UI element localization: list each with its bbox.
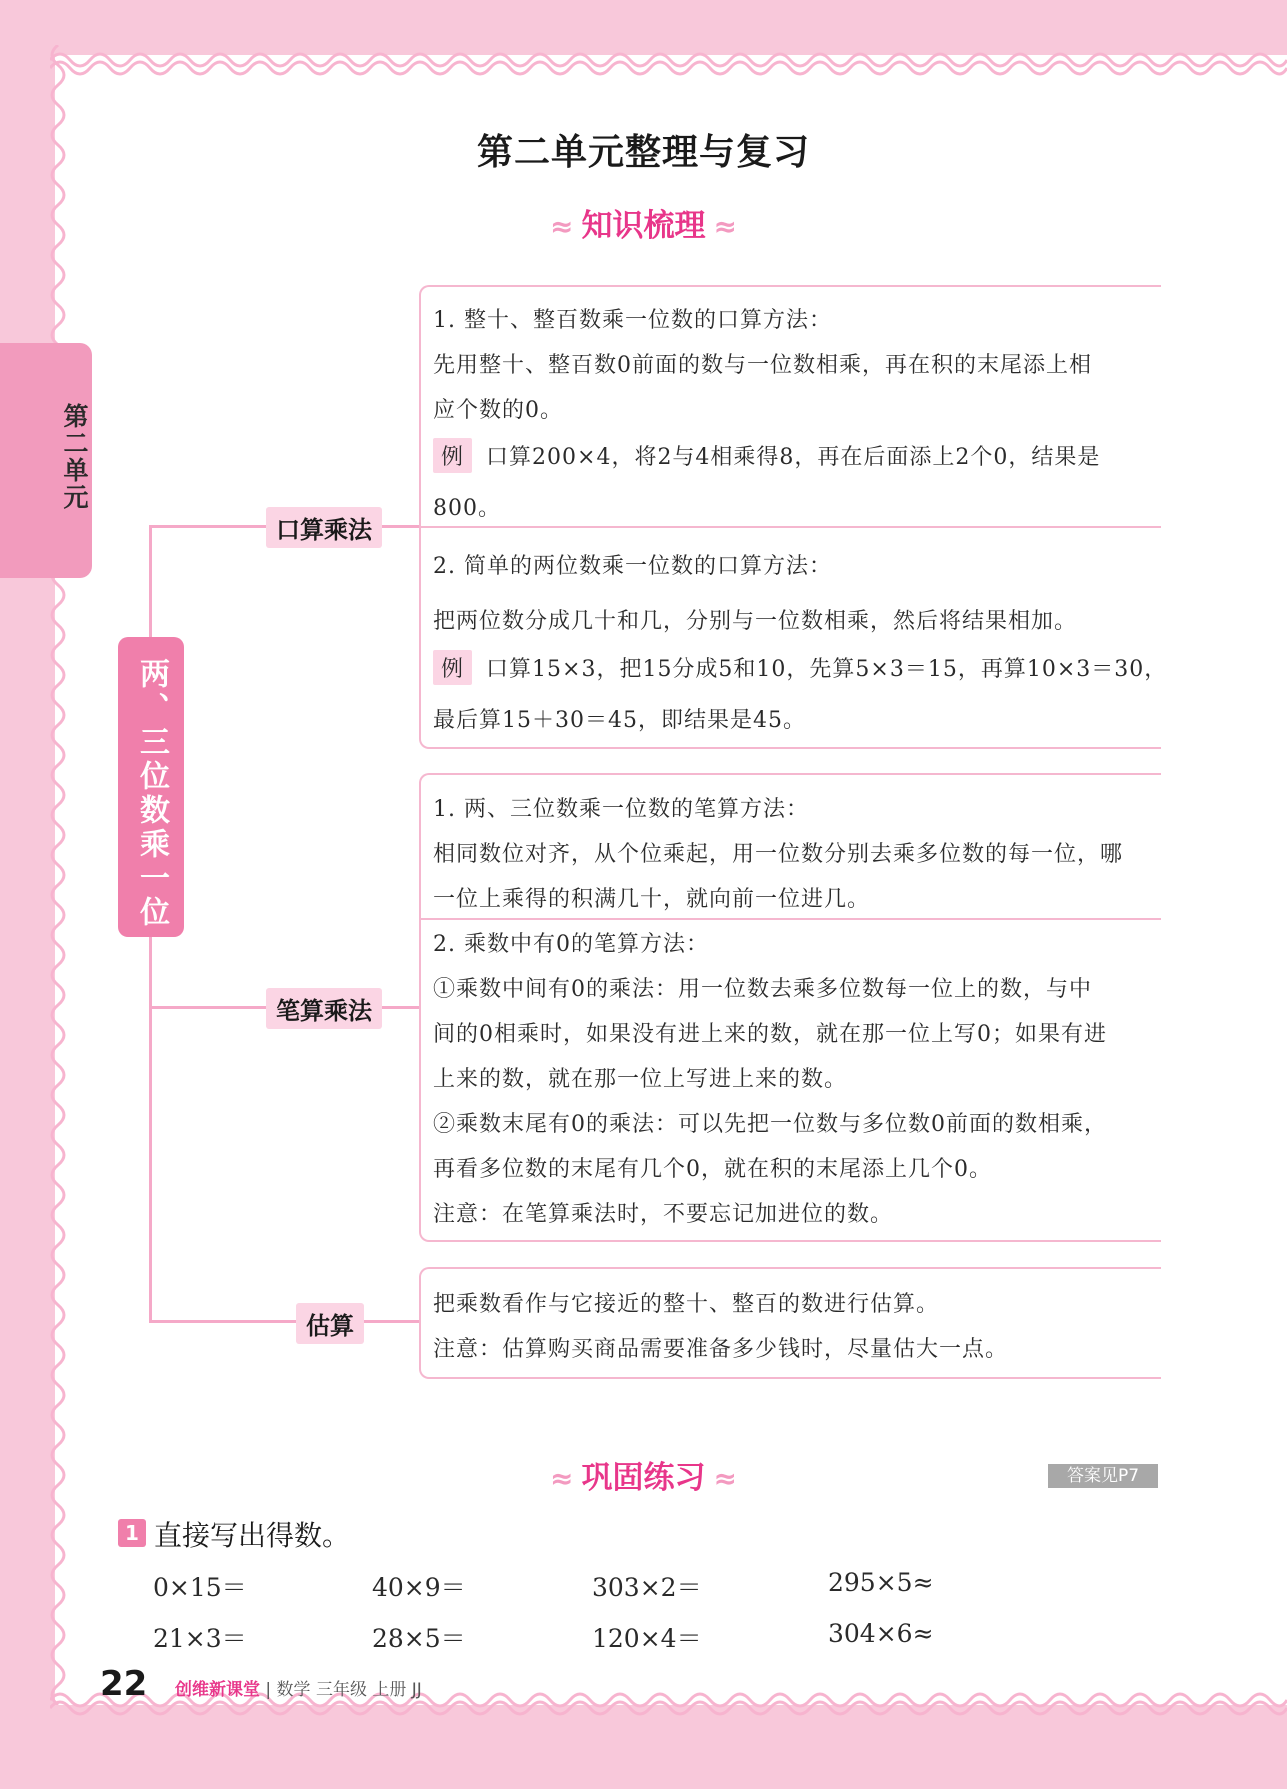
branch-label-written-multiplication: 笔算乘法 [266, 988, 382, 1029]
equation-item: 304×6≈ [828, 1619, 934, 1648]
footer-separator: | [265, 1680, 272, 1700]
text-line: 800。 [433, 496, 501, 521]
wave-decoration-icon: ≈ [713, 210, 737, 243]
unit-side-tab-label: 第二单元 [60, 403, 89, 511]
section-heading-knowledge [0, 200, 1287, 245]
box-divider [421, 526, 1161, 528]
text-line: 先用整十、整百数0前面的数与一位数相乘，再在积的末尾添上相 [433, 353, 1092, 378]
mindmap-root-label: 两、三位数乘一位数 [68, 658, 169, 930]
equation-item: 295×5≈ [828, 1568, 934, 1597]
content-box-mental-multiplication [419, 285, 1168, 749]
text-line: 口算15×3，把15分成5和10，先算5×3＝15，再算10×3＝30， [486, 657, 1168, 682]
section-heading-practice-label: 巩固练习 [581, 1460, 706, 1496]
box-divider [421, 918, 1161, 920]
equation-item: 28×5＝ [372, 1624, 466, 1653]
section-heading-knowledge-label: 知识梳理 [581, 208, 706, 244]
example-line [433, 650, 1167, 685]
exercise-number-badge: 1 [118, 1519, 146, 1547]
page-title: 第二单元整理与复习 [476, 132, 810, 173]
footer-info [175, 1675, 422, 1700]
branch-label-estimation: 估算 [296, 1303, 364, 1344]
text-line: 把乘数看作与它接近的整十、整百的数进行估算。 [433, 1292, 940, 1317]
text-line: ①乘数中间有0的乘法：用一位数去乘多位数每一位上的数，与中 [433, 977, 1092, 1002]
content-box-written-multiplication [419, 773, 1161, 1242]
text-line: ②乘数末尾有0的乘法：可以先把一位数与多位数0前面的数相乘， [433, 1112, 1107, 1137]
wave-decoration-icon: ≈ [550, 1462, 574, 1495]
text-line: 应个数的0。 [433, 398, 563, 423]
text-line: 再看多位数的末尾有几个0，就在积的末尾添上几个0。 [433, 1157, 992, 1182]
text-line: 2. 乘数中有0的笔算方法： [433, 932, 709, 957]
wavy-border-top [50, 40, 1287, 80]
mindmap-connector [149, 1006, 269, 1009]
content-box-estimation [419, 1267, 1161, 1379]
equation-item: 21×3＝ [153, 1624, 247, 1653]
text-line: 注意：在笔算乘法时，不要忘记加进位的数。 [433, 1202, 894, 1227]
text-line: 注意：估算购买商品需要准备多少钱时，尽量估大一点。 [433, 1337, 1009, 1362]
mindmap-connector [382, 1006, 420, 1009]
example-line [433, 438, 1100, 473]
exercise-title: 直接写出得数。 [154, 1519, 351, 1552]
footer-book-info: 数学 三年级 上册 JJ [276, 1680, 422, 1700]
text-line: 最后算15＋30＝45，即结果是45。 [433, 708, 806, 733]
text-line: 上来的数，就在那一位上写进上来的数。 [433, 1067, 848, 1092]
equation-item: 0×15＝ [153, 1573, 247, 1602]
example-badge: 例 [433, 438, 472, 473]
text-line: 1. 两、三位数乘一位数的笔算方法： [433, 797, 809, 822]
text-line: 2. 简单的两位数乘一位数的口算方法： [433, 554, 832, 579]
answer-reference-badge: 答案见P7 [1048, 1464, 1158, 1488]
mindmap-connector [357, 1320, 420, 1323]
text-line: 把两位数分成几十和几，分别与一位数相乘，然后将结果相加。 [433, 609, 1078, 634]
text-line: 一位上乘得的积满几十，就向前一位进几。 [433, 887, 871, 912]
mindmap-connector [382, 525, 420, 528]
mindmap-connector [149, 1320, 299, 1323]
wave-decoration-icon: ≈ [713, 1462, 737, 1495]
example-badge: 例 [433, 650, 472, 685]
mindmap-connector [149, 525, 269, 528]
unit-side-tab [0, 343, 92, 578]
mindmap-root [68, 637, 184, 937]
equation-item: 303×2＝ [592, 1573, 702, 1602]
text-line: 1. 整十、整百数乘一位数的口算方法： [433, 308, 832, 333]
footer-brand: 创维新课堂 [175, 1680, 260, 1700]
page-number: 22 [100, 1664, 148, 1704]
wave-decoration-icon: ≈ [550, 210, 574, 243]
equation-item: 120×4＝ [592, 1624, 702, 1653]
text-line: 口算200×4，将2与4相乘得8，再在后面添上2个0，结果是 [486, 445, 1101, 470]
equation-item: 40×9＝ [372, 1573, 466, 1602]
text-line: 间的0相乘时，如果没有进上来的数，就在那一位上写0；如果有进 [433, 1022, 1107, 1047]
branch-label-mental-multiplication: 口算乘法 [266, 507, 382, 548]
text-line: 相同数位对齐，从个位乘起，用一位数分别去乘多位数的每一位，哪 [433, 842, 1124, 867]
